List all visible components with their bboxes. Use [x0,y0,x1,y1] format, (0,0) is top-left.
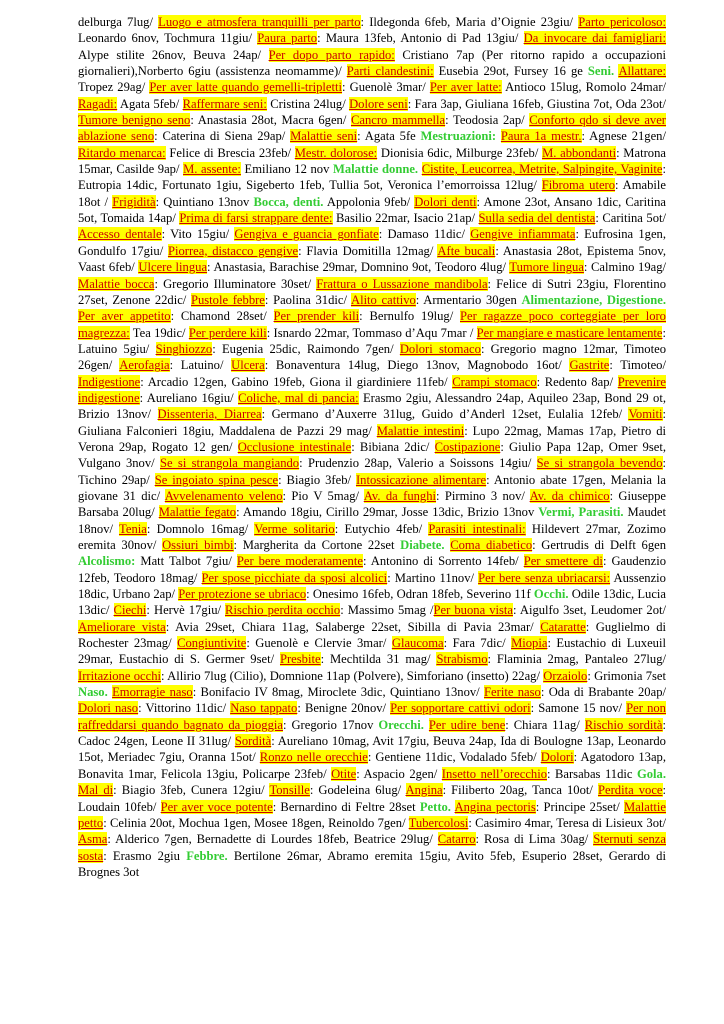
saints-text: : Germano d’Auxerre 31lug, Guido d’Anderl 12set, Eulalia 12feb/ [261,407,629,422]
ailment-highlight: Dissenteria, Diarrea [157,407,262,422]
ailment-highlight: Angina [405,783,443,798]
ailment-highlight: Malattie bocca [78,276,155,291]
saints-text: Alype stilite 26nov, Beuva 24ap/ [78,47,269,62]
saints-text: : Hervè 17giu/ [146,603,226,618]
ailment-highlight: Perdita voce [597,783,663,798]
saints-text: : Antonino di Sorrento 14feb/ [362,554,524,569]
ailment-highlight: Mal di [78,783,114,798]
ailment-highlight: Tonsille [269,783,310,798]
saints-text: : Felice di Sutri 23giu, Florentino 27set, Zenone 22dic/ [78,276,666,307]
ailment-highlight: Otite [331,766,357,781]
saints-text: : Anastasia 28ot, Macra 6gen/ [190,113,351,128]
ailment-highlight: Malattie seni [290,129,358,144]
saints-text: Basilio 22mar, Isacio 21ap/ [332,211,479,226]
saints-text [451,800,455,814]
section-heading: Vermi, Parasiti. [538,505,624,520]
ailment-highlight: Per aver latte: [429,80,502,95]
saints-ailments-text [78,14,666,880]
saints-text: : Arcadio 12gen, Gabino 19feb, Giona il giardiniere 11feb/ [140,374,453,389]
saints-text: Cristiano 7ap (Per ritorno rapido a occupazioni giornalieri),Norberto 6giu (assistenza neomamme)/ [78,47,667,79]
ailment-highlight: Catarro [437,832,476,847]
saints-text: : Martino 11nov/ [387,570,479,585]
ailment-highlight: Gastrite [569,358,610,373]
ailment-highlight: Per ragazze poco corteggiate per loro magrezza: [78,309,666,340]
saints-text: : Onesimo 16feb, Odran 18feb, Severino 11f [306,587,534,602]
saints-text: : Benigne 20nov/ [297,701,391,716]
saints-text: : Maura 13feb, Antonio di Pad 13giu/ [317,31,524,46]
saints-text: : Gertrudis di Delft 6gen [532,538,667,552]
ailment-highlight: Per smettere di [523,554,603,569]
saints-text: : Caterina di Siena 29ap/ [154,129,291,144]
ailment-highlight: Per spose picchiate da sposi alcolici [201,570,388,585]
section-heading: Bocca, denti. [253,194,324,209]
ailment-highlight: Glaucoma [391,636,444,651]
ailment-highlight: Tubercolosi [408,815,469,830]
saints-text: : Isnardo 22mar, Tommaso d’Aqu 7mar / [266,325,477,340]
section-heading: Occhi. [533,587,569,602]
saints-text: : Mechtilda 31 mag/ [320,652,437,667]
ailment-highlight: Ferite naso [484,685,541,700]
saints-text: : Avia 29set, Chiara 11ag, Salaberge 22set, Sibilla di Pavia 23mar/ [165,619,541,634]
ailment-highlight: Aerofagia [119,358,170,373]
ailment-highlight: Per aver voce potente [160,799,273,814]
saints-text: : Rosa di Lima 30ag/ [475,832,594,847]
ailment-highlight: Singhiozzo [155,341,213,356]
ailment-highlight: Indigestione [78,374,141,389]
section-heading: Diabete. [400,538,445,552]
saints-text: : Biagio 3feb, Cunera 12giu/ [113,783,270,798]
ailment-highlight: Cataratte [540,619,586,634]
saints-text: Hildevert 27mar, Zozimo eremita 30nov/ [78,521,666,552]
saints-text: : Anastasia 28ot, Epistema 5nov, Vaast 6feb/ [78,243,666,275]
saints-text: : Fara 3ap, Giuliana 16feb, Giustina 7ot, Oda 23ot/ [407,96,666,111]
ailment-highlight: Coliche, mal di pancia: [238,390,359,405]
saints-text: : Aigulfo 3set, Leudomer 2ot/ [513,603,666,618]
saints-text: : Domnolo 16mag/ [146,521,255,536]
ailment-highlight: Av. da chimico [529,488,610,503]
saints-text: : Chamond 28set/ [170,309,274,324]
saints-text: : Matrona 15mar, Casilde 9ap/ [78,145,666,177]
ailment-highlight: Da invocare dai famigliari: [523,31,667,46]
saints-text: : Latuino 5giu/ [78,325,666,356]
ailment-highlight: Se si strangola bevendo [536,456,663,471]
ailment-highlight: Gengiva e guancia gonfiate [234,227,379,242]
saints-text: : Cadoc 24gen, Leone II 31lug/ [78,717,666,749]
saints-text: : Armentario 30gen [415,292,522,307]
ailment-highlight: Per buona vista [433,603,513,618]
ailment-highlight: Paura parto [257,31,318,46]
saints-text: : Calmino 19ag/ [583,260,667,275]
saints-text: : Bernulfo 19lug/ [359,309,460,324]
saints-text: : Caritina 5ot/ [595,211,666,226]
ailment-highlight: Cistite, Leucorrea, Metrite, Salpingite, Vaginite [421,162,663,177]
section-heading: Seni. [587,64,615,79]
ailment-highlight: Accesso dentale [78,227,162,242]
ailment-highlight: Per protezione se ubriaco [178,587,307,602]
saints-text: : Anastasia, Barachise 29mar, Domnino 9ot, Teodoro 4lug/ [207,260,510,275]
ailment-highlight: Per non raffreddarsi quando bagnato da pioggia [78,701,666,732]
saints-text: Odile 13dic, Lucia 13dic/ [78,587,666,618]
saints-text: : Latuino/ [169,358,232,373]
saints-text: Eusebia 29ot, Fursey 16 ge [433,64,588,79]
ailment-highlight: Piorrea, distacco gengive [167,243,299,258]
saints-text: : Agnese 21gen/ [581,129,666,144]
saints-text: : Celinia 20ot, Mochua 1gen, Mosee 18gen, Reinoldo 7gen/ [103,815,409,830]
ailment-highlight: Avvelenamento veleno [164,488,283,503]
ailment-highlight: Ameliorare vista [78,619,166,634]
ailment-highlight: Rischio sordità [584,717,663,732]
ailment-highlight: Per udire bene [428,717,506,732]
saints-text: Aussenzio 18dic, Urbano 2ap/ [78,570,666,602]
saints-text: : Loudain 10feb/ [78,783,666,814]
saints-text: : Principe 25set/ [535,799,625,814]
saints-text: : Redento 8ap/ [536,374,618,389]
ailment-highlight: Prevenire indigestione [78,374,666,405]
saints-text: : Amabile 18ot / [78,178,666,209]
ailment-highlight: Se si strangola mangiando [159,456,300,471]
ailment-highlight: Malattie petto [78,799,666,830]
ailment-highlight: Presbite [279,652,321,667]
saints-text: : Alderico 7gen, Bernadette di Lourdes 18feb, Beatrice 29lug/ [107,832,438,847]
ailment-highlight: Luogo e atmosfera tranquilli per parto [158,15,361,29]
ailment-highlight: Occlusione intestinale [237,439,352,454]
saints-text: : Eugenia 25dic, Raimondo 7gen/ [212,341,400,356]
saints-text: : Aureliano 10mag, Avit 17giu, Beuva 24ap, Ida di Boulogne 13ap, Leonardo 15ot, Meriadec 7giu, Oranna 15ot/ [78,734,666,765]
saints-text: : Ildegonda 6feb, Maria d’Oignie 23giu/ [360,15,579,29]
section-heading: Orecchi. [378,717,424,732]
ailment-highlight: Rischio perdita occhio [225,603,341,618]
ailment-highlight: Dolori [540,750,574,765]
saints-text: : Barsabas 11dic [547,766,637,781]
ailment-highlight: Dolore seni [349,96,408,111]
ailment-highlight: Malattie fegato [158,505,237,520]
saints-text: : Bernardino di Feltre 28set [272,799,420,814]
saints-text: Erasmo 2giu, Alessandro 24ap, Aquileo 23ap, Bond 29 ot, Brizio 13nov/ [78,390,666,422]
saints-text: Emiliano 12 nov [240,162,333,177]
ailment-highlight: Per dopo parto rapido: [268,47,395,62]
ailment-highlight: Tumore lingua [509,260,584,275]
ailment-highlight: Per aver appetito [78,309,171,324]
saints-text: : Godeleina 6lug/ [309,783,406,798]
ailment-highlight: Per prender kili [273,309,360,324]
section-heading: Mestruazioni: [420,129,497,144]
ailment-highlight: Ulcere lingua [138,260,208,275]
saints-text: : Antonio abate 17gen, Melania la giovane 31 dic/ [78,472,666,503]
saints-text: : Eutychio 4feb/ [334,521,429,536]
ailment-highlight: Conforto qdo si deve aver ablazione seno [78,113,667,144]
ailment-highlight: Allattare: [618,64,666,79]
saints-text: : Vittorino 11dic/ [138,701,231,716]
saints-text: Cristina 24lug/ [266,96,350,111]
saints-text: Leonardo 6nov, Tochmura 11giu/ [78,31,258,46]
section-heading: Alcolismo: [78,554,136,569]
ailment-highlight: Strabismo [436,652,488,667]
ailment-highlight: Pustole febbre [190,292,265,307]
ailment-highlight: Gengive infiammata [470,227,576,242]
saints-text: : Biagio 3feb/ [278,472,356,487]
ailment-highlight: Crampi stomaco [452,374,537,389]
saints-text: : Bonaventura 14lug, Diego 13nov, Magnobodo 16ot/ [264,358,570,373]
ailment-highlight: Emorragie naso [112,685,193,700]
ailment-highlight: Per bere moderatamente [236,554,363,569]
saints-text: : Timoteo/ [609,358,666,373]
saints-text: Agata 5feb/ [117,96,183,111]
ailment-highlight: Dolori denti [414,194,477,209]
ailment-highlight: Per aver latte quando gemelli-tripletti [149,80,343,95]
saints-text: : Bibiana 2dic/ [351,439,435,454]
saints-text: : Samone 15 nov/ [530,701,627,716]
ailment-highlight: Naso tappato [230,701,298,716]
ailment-highlight: Verme solitario [254,521,335,536]
saints-text: : Gregorio magno 12mar, Timoteo 26gen/ [78,341,666,373]
ailment-highlight: Insetto nell’orecchio [441,766,547,781]
saints-text: Maudet 18nov/ [78,505,667,536]
saints-text: : Gaudenzio 12feb, Teodoro 18mag/ [78,554,666,585]
ailment-highlight: Alito cattivo [350,292,416,307]
ailment-highlight: Frattura o Lussazione mandibola [316,276,488,291]
saints-text: : Grimonia 7set [587,668,666,683]
section-heading: Malattie donne. [332,162,419,177]
saints-text: : Guenolè 3mar/ [342,80,430,95]
ailment-highlight: Coma diabetico [450,538,533,552]
ailment-highlight: Costipazione [434,439,501,454]
ailment-highlight: Intossicazione alimentare [355,472,487,487]
saints-text: Matt Talbot 7giu/ [135,554,237,569]
saints-text: : Paolina 31dic/ [264,292,351,307]
ailment-highlight: Ragadi: [78,96,118,111]
saints-text: : Chiara 11ag/ [505,717,585,732]
saints-text: Appolonia 9feb/ [323,194,415,209]
ailment-highlight: Afte bucali [437,243,496,258]
saints-text: : Eustachio di Luxeuil 29mar, Eustachio di S. Germer 9set/ [78,636,666,667]
saints-text: : Allirio 7lug (Cilio), Domnione 11ap (Polvere), Simforiano (insetto) 22ag/ [161,668,544,683]
saints-text: Tea 19dic/ [129,325,189,340]
saints-text: : Gentiene 11dic, Vodalado 5feb/ [367,750,541,765]
saints-text: : Tichino 29ap/ [78,456,666,487]
ailment-highlight: Per perdere kili [188,325,267,340]
ailment-highlight: Sternuti senza sosta [78,832,666,863]
ailment-highlight: Tumore benigno seno [78,113,191,128]
saints-text: : Giuliana Falconieri 18giu, Maddalena de Pazzi 29 mag/ [78,407,666,438]
saints-text: Felice di Brescia 23feb/ [165,145,295,160]
saints-text: : Flavia Domitilla 12mag/ [298,243,438,258]
saints-text: : Pio V 5mag/ [282,488,364,503]
ailment-highlight: Parasiti intestinali: [428,521,526,536]
saints-text: : Giulio Papa 12ap, Omer 9set, Vulgano 3nov/ [78,439,666,471]
ailment-highlight: Sordità [234,734,272,749]
ailment-highlight: Ulcera [231,358,265,373]
ailment-highlight: Ronzo nelle orecchie [259,750,368,765]
saints-text: : Fara 7dic/ [443,636,512,651]
ailment-highlight: Parto pericoloso: [578,15,666,29]
saints-text: : Massimo 5mag / [340,603,434,618]
saints-text: : Erasmo 2giu [103,848,187,863]
ailment-highlight: Raffermare seni: [182,96,267,111]
saints-text: : Casimiro 4mar, Teresa di Lisieux 3ot/ [468,815,666,830]
section-heading: Gola. [636,766,666,781]
ailment-highlight: Prima di farsi strappare dente: [179,211,333,226]
ailment-highlight: Cancro mammella [350,113,446,128]
saints-text: : Quintiano 13nov [155,194,254,209]
saints-text: : Gregorio 17nov [282,717,379,732]
saints-text: : Vito 15giu/ [161,227,235,242]
saints-text: Bertilone 26mar, Abramo eremita 15giu, Avito 5feb, Esuperio 28set, Gerardo di Brognes 3ot [78,848,666,879]
saints-text: : Pirmino 3 nov/ [436,488,530,503]
saints-text: : Margherita da Cortone 22set [233,538,401,552]
ailment-highlight: M. assente: [183,162,241,177]
saints-text: : Flaminia 2mag, Pantaleo 27lug/ [487,652,667,667]
saints-text: : Eutropia 14dic, Fortunato 1giu, Sigeberto 1feb, Tullia 5ot, Veronica l’emorroissa 12lug/ [78,162,666,193]
saints-text: : Amone 23ot, Ansano 1dic, Caritina 5ot, Tomaida 14ap/ [78,194,666,226]
ailment-highlight: Vomiti [628,407,663,422]
saints-text: : Prudenzio 28ap, Valerio a Soissons 14giu/ [299,456,537,471]
saints-text: : Guenolè e Clervie 3mar/ [246,636,392,651]
saints-text: : Giuseppe Barsaba 20lug/ [78,488,666,520]
ailment-highlight: Irritazione occhi [78,668,162,683]
saints-text: : Aureliano 16giu/ [139,390,239,405]
ailment-highlight: Paura 1a mestr. [500,129,582,144]
ailment-highlight: Per sopportare cattivi odori [390,701,531,716]
saints-text: : Guglielmo di Rochester 23mag/ [78,619,666,651]
ailment-highlight: Angina pectoris [454,799,536,814]
saints-text: : Eufrosina 1gen, Gondulfo 17giu/ [78,227,666,258]
ailment-highlight: M. abbondanti [542,145,617,160]
section-heading: Naso. [78,685,108,700]
ailment-highlight: Se ingoiato spina pesce [154,472,279,487]
ailment-highlight: Tenia [119,521,147,536]
ailment-highlight: Mestr. dolorose: [294,145,378,160]
ailment-highlight: Per mangiare e masticare lentamente [476,325,663,340]
saints-text: : Agata 5fe [357,129,421,144]
saints-text: : Filiberto 20ag, Tanca 10ot/ [442,783,598,798]
ailment-highlight: Orzaiolo [543,668,588,683]
ailment-highlight: Frigidità [112,194,156,209]
saints-text: : Bonifacio IV 8mag, Miroclete 3dic, Quintiano 13nov/ [192,685,485,700]
ailment-highlight: Ciechi [113,603,147,618]
saints-text: : Agatodoro 13ap, Bonavita 1mar, Felicola 13giu, Policarpe 23feb/ [78,750,666,781]
ailment-highlight: Sulla sedia del dentista [478,211,596,226]
ailment-highlight: Parti clandestini: [346,64,434,79]
ailment-highlight: Dolori stomaco [399,341,481,356]
saints-text: : Aspacio 2gen/ [356,766,442,781]
section-heading: Febbre. [186,848,228,863]
saints-text: Dionisia 6dic, Milburge 23feb/ [377,145,543,160]
saints-text: : Teodosia 2ap/ [445,113,530,128]
ailment-highlight: Ossiuri bimbi [162,538,234,552]
ailment-highlight: Ritardo menarca: [78,145,166,160]
ailment-highlight: Fibroma utero [541,178,616,193]
section-heading: Petto. [419,799,451,814]
saints-text: Antioco 15lug, Romolo 24mar/ [501,80,667,95]
ailment-highlight: Malattie intestini [376,423,465,438]
ailment-highlight: Dolori naso [78,701,139,716]
saints-text: : Damaso 11dic/ [378,227,471,242]
section-heading: Alimentazione, Digestione. [521,292,667,307]
ailment-highlight: Av. da funghi [363,488,437,503]
saints-text: : Lupo 22mag, Mamas 17ap, Pietro di Verona 29ap, Rogato 12 gen/ [78,423,666,454]
saints-text: Tropez 29ag/ [78,80,150,95]
saints-text: : Oda di Brabante 20ap/ [540,685,666,700]
saints-text: : Gregorio Illuminatore 30set/ [154,276,317,291]
ailment-highlight: Per bere senza ubriacarsi: [478,570,611,585]
ailment-highlight: Congiuntivite [177,636,247,651]
saints-text: delburga 7lug/ [78,15,159,29]
saints-text: : Amando 18giu, Cirillo 29mar, Josse 13dic, Brizio 13nov [236,505,539,520]
ailment-highlight: Miopia [511,636,548,651]
ailment-highlight: Asma [78,832,108,847]
